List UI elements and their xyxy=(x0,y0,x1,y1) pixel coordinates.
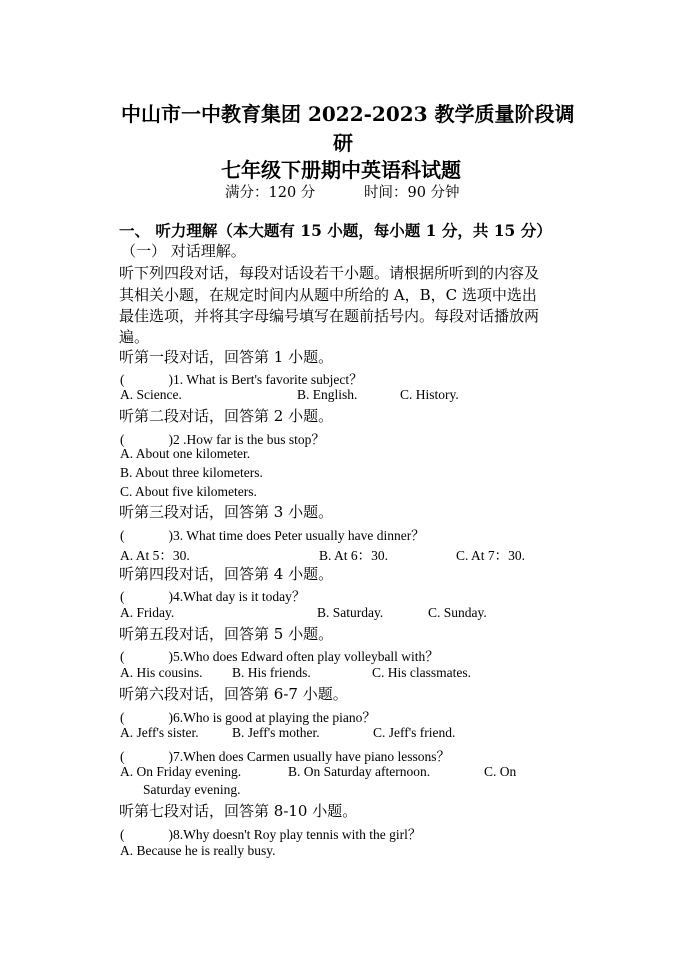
instruction-line: 听下列四段对话，每段对话设若干小题。请根据所听到的内容及 xyxy=(119,264,540,282)
option-c: C. History. xyxy=(400,387,459,402)
dialogue-header: 听第一段对话，回答第 1 小题。 xyxy=(119,348,334,366)
option-a: A. Science. xyxy=(120,387,182,402)
option-c: C. At 7：30. xyxy=(456,548,526,563)
option-c: C. Jeff's friend. xyxy=(373,725,456,740)
answer-paren: ( xyxy=(120,528,125,543)
instruction-line: 最佳选项，并将其字母编号填写在题前括号内。每段对话播放两 xyxy=(119,307,540,325)
option-a: A. At 5：30. xyxy=(120,548,190,563)
answer-paren: ( xyxy=(120,749,125,764)
question-8 xyxy=(120,823,421,843)
answer-paren: ( xyxy=(120,589,125,604)
option-b: B. English. xyxy=(297,387,358,402)
dialogue-header: 听第三段对话，回答第 3 小题。 xyxy=(119,503,334,521)
option-b: B. Saturday. xyxy=(317,605,384,620)
part-heading: （一） 对话理解。 xyxy=(121,242,246,260)
answer-paren: ( xyxy=(120,827,125,842)
question-text: )3. What time does Peter usually have dinner？ xyxy=(168,528,425,543)
question-1 xyxy=(120,368,363,388)
section-heading: 一、 听力理解（本大题有 15 小题，每小题 1 分，共 15 分） xyxy=(119,221,552,240)
dialogue-header: 听第六段对话，回答第 6-7 小题。 xyxy=(119,685,348,703)
dialogue-header: 听第五段对话，回答第 5 小题。 xyxy=(119,625,334,643)
dialogue-header: 听第二段对话，回答第 2 小题。 xyxy=(119,407,334,425)
exam-title-line-1: 中山市一中教育集团 2022-2023 教学质量阶段调 xyxy=(121,102,575,126)
question-text: )2 .How far is the bus stop？ xyxy=(168,432,325,447)
answer-paren: ( xyxy=(120,372,125,387)
answer-paren: ( xyxy=(120,432,125,447)
question-4 xyxy=(120,585,305,605)
option-b: B. About three kilometers. xyxy=(120,465,263,480)
option-a: A. Friday. xyxy=(120,605,175,620)
exam-subtitle: 七年级下册期中英语科试题 xyxy=(221,158,461,182)
option-a: A. Because he is really busy. xyxy=(120,843,276,858)
question-text: )8.Why doesn't Roy play tennis with the girl？ xyxy=(168,827,422,842)
option-c: C. Sunday. xyxy=(428,605,487,620)
option-b: B. Jeff's mother. xyxy=(232,725,320,740)
answer-paren: ( xyxy=(120,710,125,725)
question-5 xyxy=(120,645,439,665)
instruction-line: 遍。 xyxy=(119,328,150,346)
option-c: C. His classmates. xyxy=(372,665,471,680)
question-7 xyxy=(120,745,450,765)
option-a: A. Jeff's sister. xyxy=(120,725,199,740)
option-c: C. On xyxy=(484,764,517,779)
question-3 xyxy=(120,524,425,544)
option-c-continuation: Saturday evening. xyxy=(143,782,241,797)
option-a: A. His cousins. xyxy=(120,665,203,680)
exam-time: 时间：90 分钟 xyxy=(364,185,460,201)
question-text: )7.When does Carmen usually have piano lessons？ xyxy=(168,749,451,764)
option-b: B. His friends. xyxy=(232,665,311,680)
question-text: )1. What is Bert's favorite subject？ xyxy=(168,372,363,387)
instruction-line: 其相关小题，在规定时间内从题中所给的 A，B，C 选项中选出 xyxy=(119,286,537,304)
option-b: B. At 6：30. xyxy=(319,548,389,563)
question-text: )5.Who does Edward often play volleyball with？ xyxy=(168,649,439,664)
question-6 xyxy=(120,706,376,726)
option-c: C. About five kilometers. xyxy=(120,484,257,499)
answer-paren: ( xyxy=(120,649,125,664)
option-a: A. On Friday evening. xyxy=(120,764,242,779)
option-a: A. About one kilometer. xyxy=(120,446,251,461)
question-text: )4.What day is it today？ xyxy=(168,589,306,604)
option-b: B. On Saturday afternoon. xyxy=(288,764,431,779)
full-score: 满分：120 分 xyxy=(225,185,316,201)
question-text: )6.Who is good at playing the piano？ xyxy=(168,710,376,725)
dialogue-header: 听第四段对话，回答第 4 小题。 xyxy=(119,565,334,583)
dialogue-header: 听第七段对话，回答第 8-10 小题。 xyxy=(119,802,358,820)
exam-title-line-2: 研 xyxy=(333,131,353,155)
question-2 xyxy=(120,428,325,448)
